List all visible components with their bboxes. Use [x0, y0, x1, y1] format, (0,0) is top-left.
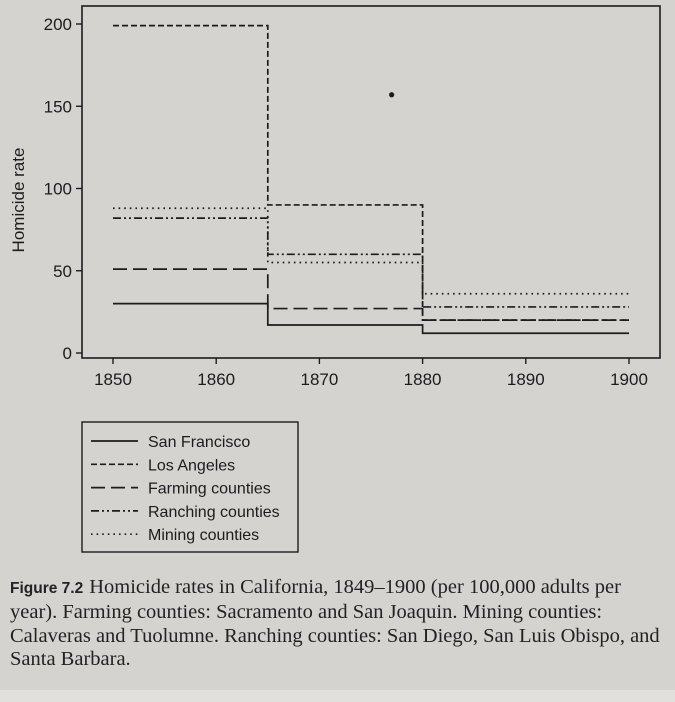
series-mining-counties [113, 208, 629, 294]
figure-label: Figure 7.2 [10, 580, 84, 597]
legend-label: Ranching counties [148, 503, 280, 521]
legend [82, 422, 298, 552]
y-tick-label: 50 [53, 261, 72, 281]
legend-label: San Francisco [148, 434, 251, 451]
y-tick-label: 200 [43, 15, 72, 34]
legend-label: Mining counties [148, 527, 260, 545]
series-los-angeles [113, 26, 629, 320]
y-axis [44, 15, 82, 363]
x-tick-label: 1870 [300, 370, 339, 389]
y-axis-label: Homicide rate [9, 147, 28, 253]
x-tick-label: 1900 [610, 370, 648, 389]
page-edge [0, 690, 675, 702]
series-san-francisco [113, 304, 629, 334]
legend-label: Farming counties [148, 480, 271, 498]
plot-border [82, 6, 660, 358]
x-tick-label: 1890 [506, 370, 545, 389]
x-tick-label: 1850 [94, 370, 132, 389]
figure-caption-text: Homicide rates in California, 1849–1900 (per 100,000 adults per year). Farming counties: Sacramento and San Joaquin. Mining counties: Calaveras and Tuolumne. Ranching counties: San Diego, San Luis Obispo, and Santa Barbara. [10, 576, 660, 671]
series-ranching-counties [113, 218, 629, 307]
stray-dot-mark [389, 92, 394, 97]
series-farming-counties [113, 269, 629, 320]
plot-frame [82, 6, 660, 358]
x-tick-label: 1860 [197, 370, 236, 389]
figure-caption [10, 576, 670, 672]
y-tick-label: 100 [43, 179, 72, 199]
x-tick-label: 1880 [403, 370, 442, 389]
x-axis [94, 358, 648, 389]
series-layer [113, 26, 629, 334]
y-tick-label: 0 [62, 344, 72, 363]
legend-label: Los Angeles [148, 457, 236, 475]
y-tick-label: 150 [43, 97, 72, 117]
